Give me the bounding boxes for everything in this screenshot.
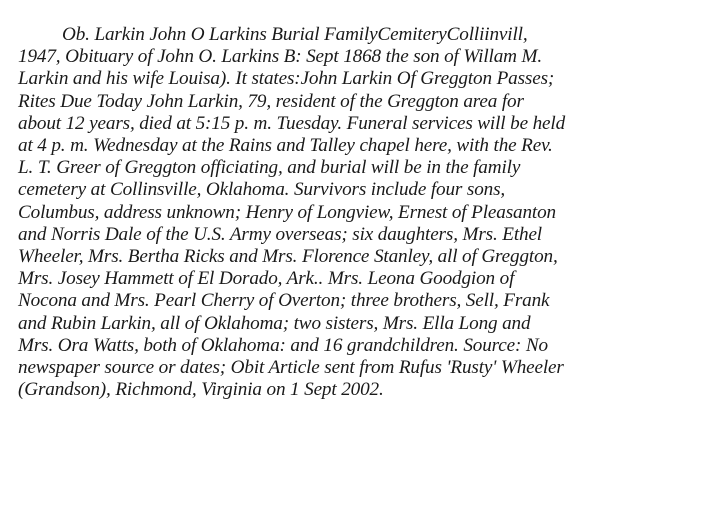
obituary-text — [18, 24, 708, 401]
text-line: and Norris Dale of the U.S. Army overseas; six daughters, Mrs. Ethel — [18, 223, 542, 245]
text-line: Mrs. Ora Watts, both of Oklahoma: and 16 grandchildren. Source: No — [18, 334, 548, 356]
text-line: L. T. Greer of Greggton officiating, and burial will be in the family — [18, 157, 521, 179]
text-line: Wheeler, Mrs. Bertha Ricks and Mrs. Florence Stanley, all of Greggton, — [18, 246, 558, 268]
text-line: about 12 years, died at 5:15 p. m. Tuesday. Funeral services will be held — [18, 112, 566, 134]
text-line: Larkin and his wife Louisa). It states:John Larkin Of Greggton Passes; — [18, 68, 555, 90]
text-line: newspaper source or dates; Obit Article sent from Rufus 'Rusty' Wheeler — [18, 357, 564, 379]
text-line: Columbus, address unknown; Henry of Longview, Ernest of Pleasanton — [18, 201, 556, 223]
text-line: Mrs. Josey Hammett of El Dorado, Ark.. Mrs. Leona Goodgion of — [18, 268, 515, 290]
text-line: at 4 p. m. Wednesday at the Rains and Talley chapel here, with the Rev. — [18, 135, 553, 157]
text-line: (Grandson), Richmond, Virginia on 1 Sept 2002. — [18, 379, 384, 401]
text-line: Ob. Larkin John O Larkins Burial FamilyCemiteryColliinvill, — [62, 24, 528, 45]
text-line: Rites Due Today John Larkin, 79, resident of the Greggton area for — [18, 90, 524, 112]
text-line: 1947, Obituary of John O. Larkins B: Sept 1868 the son of Willam M. — [18, 46, 542, 68]
text-line: and Rubin Larkin, all of Oklahoma; two sisters, Mrs. Ella Long and — [18, 312, 531, 334]
text-line: cemetery at Collinsville, Oklahoma. Survivors include four sons, — [18, 179, 506, 201]
text-line: Nocona and Mrs. Pearl Cherry of Overton; three brothers, Sell, Frank — [18, 290, 550, 312]
